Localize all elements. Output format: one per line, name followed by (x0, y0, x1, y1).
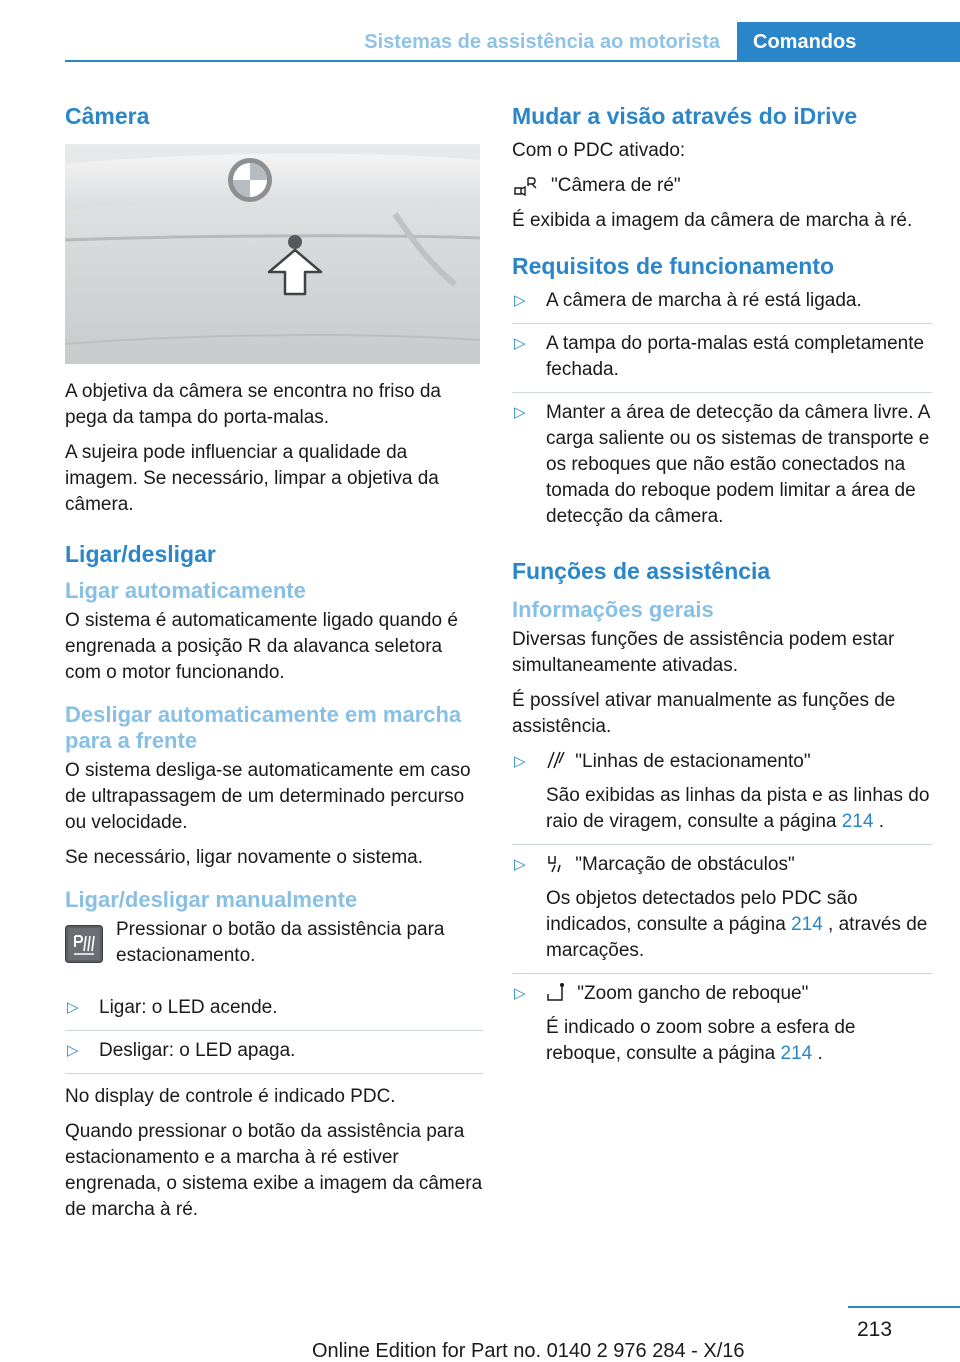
pdc-button-instruction (65, 917, 483, 969)
list-item: ▷ "Linhas de estacionamento" São exibidas as linhas da pista e as linhas do raio de viragem, consulte a página 214 . (512, 749, 932, 845)
camera-paragraph-1: A objetiva da câmera se encontra no friso da pega da tampa do porta-malas. (65, 381, 442, 428)
view-menu-item: "Câmera de ré" (512, 173, 932, 199)
list-item: ▷ Ligar: o LED acende. (65, 995, 483, 1031)
led-list (65, 995, 483, 1074)
tow-hitch-zoom-icon (546, 982, 568, 1002)
auto-off-heading: Desligar automaticamente em marcha para a frente (65, 702, 462, 753)
edition-note: Online Edition for Part no. 0140 2 976 284 - X/16 (312, 1340, 745, 1362)
general-heading: Informações gerais (512, 597, 714, 622)
manual-heading: Ligar/desligar manualmente (65, 887, 358, 912)
view-paragraph-1: Com o PDC ativado: (512, 140, 686, 161)
triangle-bullet-icon: ▷ (514, 985, 526, 1002)
left-column (65, 102, 483, 1232)
press-paragraph: Quando pressionar o botão da assistência para estacionamento e a marcha à ré estiver engrenada, o sistema exibe a imagem da câmera de marcha à ré. (65, 1121, 483, 1220)
parking-lines-icon (546, 750, 566, 770)
page-link[interactable]: 214 (791, 914, 823, 935)
list-item: ▷ Desligar: o LED apaga. (65, 1038, 483, 1074)
general-paragraph-2: É possível ativar manualmente as funções de assistência. (512, 690, 896, 737)
list-item: ▷ A câmera de marcha à ré está ligada. (512, 288, 932, 324)
triangle-bullet-icon: ▷ (514, 404, 526, 421)
triangle-bullet-icon: ▷ (514, 856, 526, 873)
header-section-title: Sistemas de assistência ao motorista (364, 31, 720, 53)
auto-on-heading: Ligar automaticamente (65, 578, 306, 603)
rear-camera-icon (513, 176, 539, 196)
view-heading: Mudar a visão através do iDrive (512, 103, 858, 129)
header-rule (65, 60, 960, 62)
onoff-heading: Ligar/desligar (65, 541, 216, 567)
manual-paragraph: Pressionar o botão da assistência para estacionamento. (116, 919, 445, 966)
list-item: ▷ Manter a área de detecção da câmera livre. A carga saliente ou os sistemas de transporte e os reboques que não estão conectados na tomada do reboque podem limitar a área de detecção da câmera. (514, 402, 930, 527)
triangle-bullet-icon: ▷ (67, 1042, 79, 1059)
footer-rule (848, 1306, 960, 1308)
auto-off-paragraph-1: O sistema desliga-se automaticamente em caso de ultrapassagem de um determinado percurso ou velocidade. (65, 760, 471, 833)
header-chapter-tab[interactable]: Comandos (737, 22, 960, 62)
park-assist-button-icon (65, 925, 103, 963)
triangle-bullet-icon: ▷ (67, 999, 79, 1016)
view-paragraph-2: É exibida a imagem da câmera de marcha à ré. (512, 210, 913, 231)
page-link[interactable]: 214 (780, 1043, 813, 1064)
list-item: ▷ A tampa do porta-malas está completamente fechada. (512, 331, 932, 393)
page-link[interactable]: 214 (841, 811, 874, 832)
general-paragraph-1: Diversas funções de assistência podem estar simultaneamente ativadas. (512, 629, 895, 676)
list-item: ▷ "Marcação de obstáculos" Os objetos detectados pelo PDC são indicados, consulte a página 214 , através de marcações. (512, 852, 932, 974)
list-item: ▷ "Zoom gancho de reboque" É indicado o zoom sobre a esfera de reboque, consulte a página 214 . (514, 983, 856, 1064)
requirements-list (512, 288, 932, 539)
triangle-bullet-icon: ▷ (514, 753, 526, 770)
triangle-bullet-icon: ▷ (514, 292, 526, 309)
page-number: 213 (857, 1318, 893, 1341)
trunk-camera-photo (65, 144, 480, 364)
camera-paragraph-2: A sujeira pode influenciar a qualidade da imagem. Se necessário, limpar a objetiva da câmera. (65, 442, 439, 515)
right-column (512, 102, 932, 1086)
requirements-heading: Requisitos de funcionamento (512, 253, 835, 279)
assist-heading: Funções de assistência (512, 558, 771, 584)
triangle-bullet-icon: ▷ (514, 335, 526, 352)
assist-functions-list (512, 749, 932, 1076)
auto-on-paragraph: O sistema é automaticamente ligado quando é engrenada a posição R da alavanca seletora com o motor funcionando. (65, 610, 458, 683)
obstacle-marking-icon (546, 853, 566, 873)
display-paragraph: No display de controle é indicado PDC. (65, 1086, 396, 1107)
auto-off-paragraph-2: Se necessário, ligar novamente o sistema. (65, 847, 424, 868)
camera-heading: Câmera (65, 103, 150, 129)
